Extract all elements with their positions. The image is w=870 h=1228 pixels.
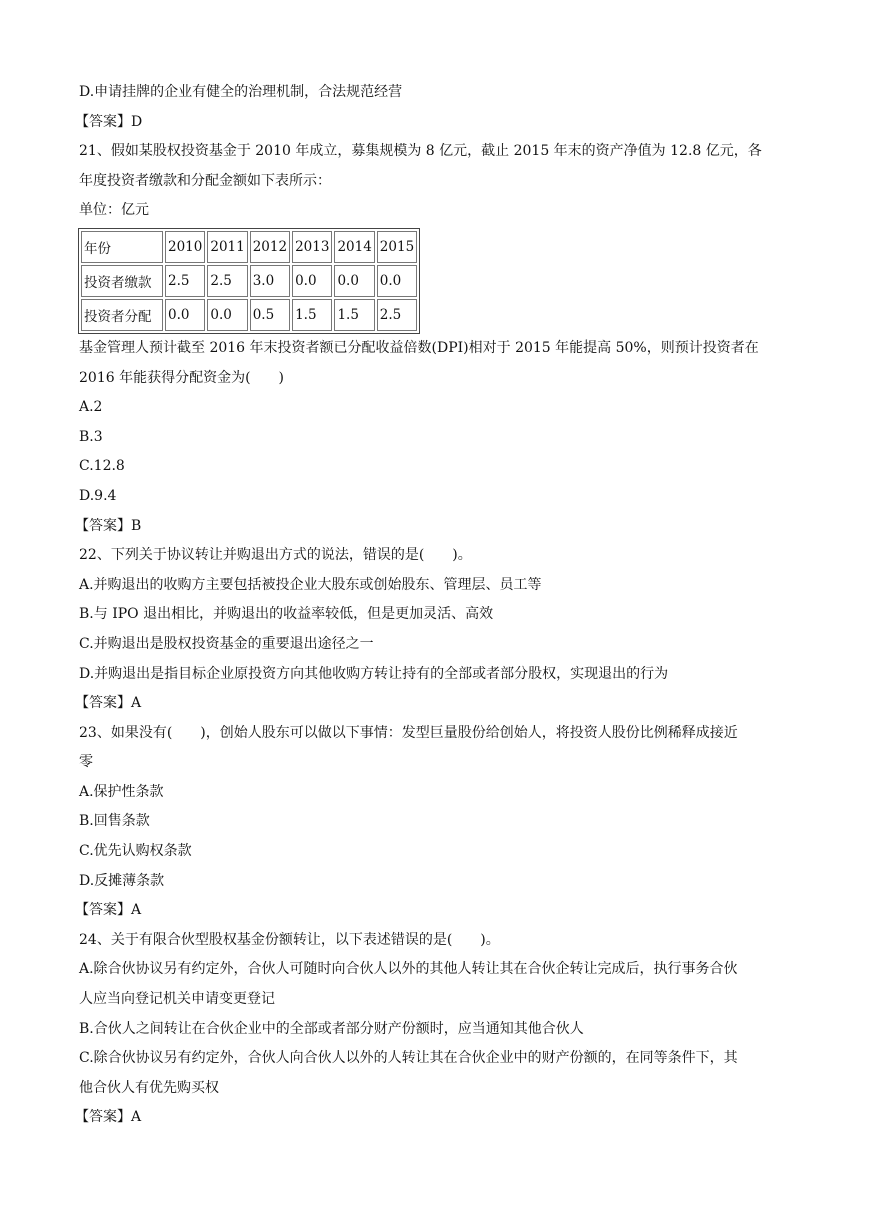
table-cell: 年份 xyxy=(81,231,163,263)
option-line: B.回售条款 xyxy=(79,813,150,830)
table-cell: 1.5 xyxy=(334,299,374,331)
table-cell: 2014 xyxy=(334,231,374,263)
table-cell: 3.0 xyxy=(250,265,290,297)
option-line: A.除合伙协议另有约定外，合伙人可随时向合伙人以外的其他人转让其在合伙企转让完成后，执行事务合伙 xyxy=(79,961,738,978)
table-cell: 0.5 xyxy=(250,299,290,331)
document-text-bottom xyxy=(75,334,799,1133)
table-cell: 2012 xyxy=(250,231,290,263)
table-cell: 2013 xyxy=(292,231,332,263)
option-line: B.与 IPO 退出相比，并购退出的收益率较低，但是更加灵活、高效 xyxy=(79,606,494,623)
option-line: D.9.4 xyxy=(79,487,117,504)
document-page xyxy=(75,78,799,1133)
option-line: A.并购退出的收购方主要包括被投企业大股东或创始股东、管理层、员工等 xyxy=(79,576,542,593)
table-cell: 2015 xyxy=(377,231,417,263)
option-line: A.保护性条款 xyxy=(79,783,164,800)
option-line: C.12.8 xyxy=(79,458,125,475)
question-line: 年度投资者缴款和分配金额如下表所示： xyxy=(79,172,331,189)
table-cell: 1.5 xyxy=(292,299,332,331)
question-line: 基金管理人预计截至 2016 年末投资者额已分配收益倍数(DPI)相对于 2015 年能提高 50%，则预计投资者在 xyxy=(79,339,759,356)
answer-line: 【答案】A xyxy=(75,1109,142,1126)
option-line: A.2 xyxy=(79,399,103,416)
option-line: 他合伙人有优先购买权 xyxy=(79,1079,219,1096)
data-table xyxy=(78,228,420,334)
option-line: C.并购退出是股权投资基金的重要退出途径之一 xyxy=(79,635,374,652)
table-cell: 0.0 xyxy=(334,265,374,297)
question-line: 2016 年能获得分配资金为( ) xyxy=(79,369,285,386)
table-cell: 2010 xyxy=(165,231,205,263)
option-line: B.3 xyxy=(79,428,103,445)
answer-line: 【答案】A xyxy=(75,695,142,712)
option-line: C.优先认购权条款 xyxy=(79,843,192,860)
question-line: 零 xyxy=(79,754,93,771)
table-header-row xyxy=(81,231,417,263)
answer-line: 【答案】A xyxy=(75,902,142,919)
document-text-top xyxy=(75,78,799,226)
table-cell: 2.5 xyxy=(207,265,247,297)
option-line: B.合伙人之间转让在合伙企业中的全部或者部分财产份额时，应当通知其他合伙人 xyxy=(79,1020,584,1037)
option-line: 人应当向登记机关申请变更登记 xyxy=(79,991,275,1008)
answer-line: 【答案】B xyxy=(75,517,142,534)
table-cell: 0.0 xyxy=(377,265,417,297)
table-cell: 0.0 xyxy=(165,299,205,331)
answer-line: 【答案】D xyxy=(75,113,143,130)
option-line: D.反摊薄条款 xyxy=(79,872,165,889)
table-cell: 投资者缴款 xyxy=(81,265,163,297)
table-cell: 2011 xyxy=(207,231,247,263)
unit-line: 单位：亿元 xyxy=(79,202,149,219)
option-line: D.申请挂牌的企业有健全的治理机制，合法规范经营 xyxy=(79,84,403,100)
option-line: D.并购退出是指目标企业原投资方向其他收购方转让持有的全部或者部分股权，实现退出的行为 xyxy=(79,665,669,682)
table-cell: 2.5 xyxy=(377,299,417,331)
table-cell: 0.0 xyxy=(292,265,332,297)
question-line: 22、下列关于协议转让并购退出方式的说法，错误的是( )。 xyxy=(79,547,472,564)
question-line: 24、关于有限合伙型股权基金份额转让，以下表述错误的是( )。 xyxy=(79,931,500,948)
table-cell: 投资者分配 xyxy=(81,299,163,331)
table-cell: 2.5 xyxy=(165,265,205,297)
table-cell: 0.0 xyxy=(207,299,247,331)
table-row xyxy=(81,265,417,297)
option-line: C.除合伙协议另有约定外，合伙人向合伙人以外的人转让其在合伙企业中的财产份额的，在同等条件下，其 xyxy=(79,1050,738,1067)
question-line: 23、如果没有( )，创始人股东可以做以下事情：发型巨量股份给创始人，将投资人股份比例稀释成接近 xyxy=(79,724,738,741)
table-row xyxy=(81,299,417,331)
question-line: 21、假如某股权投资基金于 2010 年成立，募集规模为 8 亿元，截止 2015 年末的资产净值为 12.8 亿元，各 xyxy=(79,143,762,160)
